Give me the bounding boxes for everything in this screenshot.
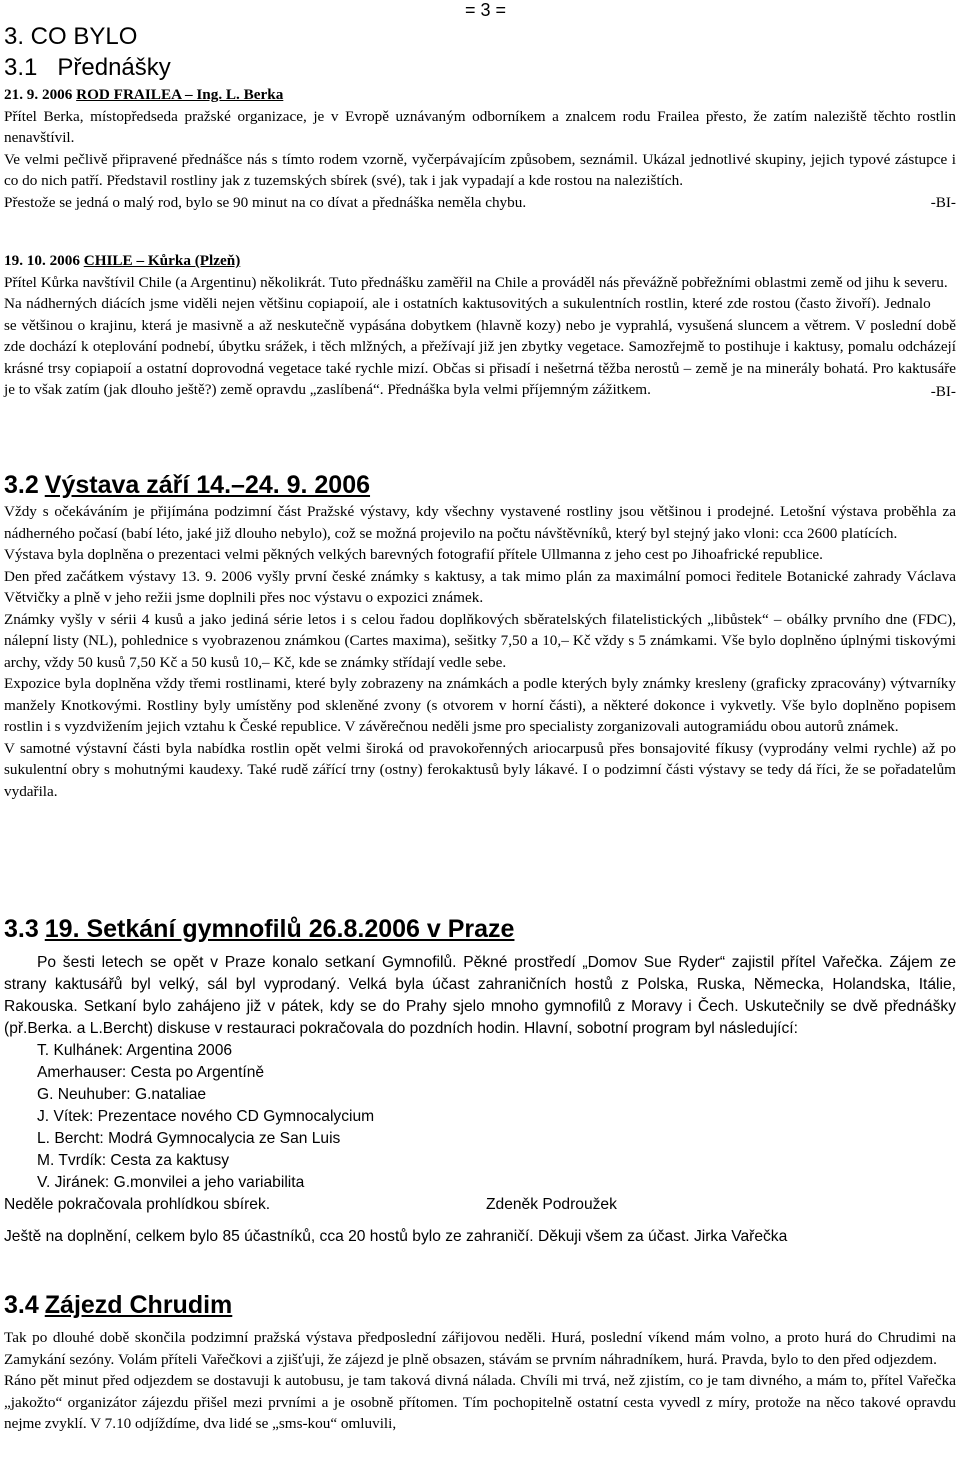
program-item: Amerhauser: Cesta po Argentíně (37, 1064, 265, 1081)
exhibition-paragraph: V samotné výstavní části byla nabídka rostlin opět velmi široká od pravokořenných ariocarpusů přes bonsajovité fíkusy (vyprodány velmi rychle) až po sukulentní obry s mohutnými kaudexy. Také rudě zářící trny (ostny) ferokaktusů byly lákavé. I o podzimní části výstavy se tedy dá říci, že se pořadatelům vydařila. (4, 739, 956, 800)
meeting-author: Zdeněk Podroužek (486, 1196, 617, 1213)
trip-paragraph: Tak po dlouhé době skončila podzimní pražská výstava předposlední zářijovou neděli. Hurá, poslední víkend mám volno, a proto hurá do Chrudimi na Zamykání sezóny. Volám příteli Vařečkovi a zjišťuji, že zájezd je plně obsazen, stávám se prvním náhradníkem, hurá. Pravda, bylo to den před odjezdem. (4, 1329, 956, 1368)
lecture-2 (4, 250, 956, 401)
section-3-4 (4, 1290, 956, 1435)
section-3-4-number: 3.4 (4, 1291, 39, 1319)
section-3-2-heading (4, 470, 956, 500)
program-item: V. Jiránek: G.monvilei a jeho variabilita (37, 1174, 305, 1191)
lecture-1-paragraph: Přítel Berka, místopředseda pražské organizace, je v Evropě uznávaným odborníkem a znalcem rodu Frailea přesto, že zatím naleziště těchto rostlin nenavštívil. (4, 107, 956, 146)
program-item: M. Tvrdík: Cesta za kaktusy (37, 1152, 230, 1169)
section-3-4-heading (4, 1290, 956, 1320)
section-3-3-number: 3.3 (4, 915, 39, 943)
lecture-2-paragraph: Přítel Kůrka navštívil Chile (a Argentinu) několikrát. Tuto přednášku zaměřil na Chile a prováděl nás převážně pobřežními oblastmi země od jihu k severu. (4, 273, 948, 291)
lecture-1-closing: Přestože se jedná o malý rod, bylo se 90 minut na co dívat a přednáška neměla chybu. (4, 193, 527, 211)
chapter-title: 3. CO BYLO (4, 23, 138, 50)
exhibition-paragraph: Expozice byla doplněna vždy třemi rostlinami, které byly zobrazeny na známkách a podle kterých byly známky kresleny (graficky zpracovány) výtvarníky manžely Knotkovými. Rostliny byly umístěny pod skleněné zvony (s otvorem v horní části), a některé dokonce i vykvetly. Vše bylo doplněno popisem rostlin i s vyzdvižením jejich vztahu k České republice. V závěrečnou neděli jsme pro specialisty zorganizovali autogramiádu obou autorů známek. (4, 675, 956, 735)
section-3-2-number: 3.2 (4, 471, 39, 499)
section-3-3-heading (4, 914, 956, 944)
lecture-2-body: Na nádherných diácích jsme viděli nejen většinu copiapoií, ale i ostatních kaktusovitých a sukulentních rostlin, které zde rostou (často živoří). Jednalo se většinou o krajinu, která je masivně a až neskutečně vypásána dobytkem (hlavně kozy) nebo je vyprahlá, vysušená sluncem a větrem. V poslední době zde dochází k oteplování podnebí, úbytku srážek, i těch mlžných, a přežívají již jen zbytky vegetace. Samozřejmě to postihuje i kaktusy, pomalu odcházejí krásné trsy copiapoií a ostatní doprovodná vegetace také rychle mizí. Občas si přisadí i nešetrná těžba nerostů – země je na minerály bohatá. Pro kaktusáře je to však zatím (jak dlouho ještě?) země opravdu „zaslíbená“. Přednáška byla velmi příjemným zážitkem. (4, 295, 956, 398)
trip-paragraph: Ráno pět minut před odjezdem se dostavuji k autobusu, je tam taková divná nálada. Chvíli mi trvá, než zjistím, co je tam divného, a mám to, přítel Vařečka „jakožto“ organizátor zájezdu přišel mezi prvními a je osobně přítomen. Tím pochopitelně ostatní cesta vyvedl z míry, protože na něco takové opravdu nejme zvyklí. V 7.10 odjíždíme, dva lidé se „sms-kou“ omluvili, (4, 1372, 956, 1432)
lecture-1-date: 21. 9. 2006 (4, 86, 77, 103)
meeting-closing-row (4, 1194, 956, 1216)
section-3-3-title: 19. Setkání gymnofilů 26.8.2006 v Praze (44, 915, 515, 943)
section-3-4-body (4, 1327, 956, 1435)
section-3-2-body (4, 501, 956, 802)
lecture-2-heading (4, 250, 956, 272)
program-item: G. Neuhuber: G.nataliae (37, 1086, 207, 1103)
meeting-closing: Neděle pokračovala prohlídkou sbírek. (4, 1196, 271, 1213)
exhibition-paragraph: Známky vyšly v sérii 4 kusů a jako jediná série letos i s celou řadou doplňkových sběratelských filatelistických „libůstek“ – obálky prvního dne (FDC), nálepní listy (NL), pohlednice s vyobrazenou známkou (Cartes maxima), sešitky 7,50 a 10,– Kč vždy s 5 známkami. Vše bylo doplněno úplnými tiskovými archy, vždy 50 kusů 7,50 Kč a 50 kusů 10,– Kč, kde se známky střídají vedle sebe. (4, 610, 956, 671)
section-3-1-title: Přednášky (57, 54, 171, 81)
meeting-intro: Po šesti letech se opět v Praze konalo setkaní Gymnofilů. Pěkné prostředí „Domov Sue Ryder“ zajistil přítel Vařečka. Zájem ze strany kaktusářů byl velký, sál byl vyprodaný. Velká byla účast zahraničních hostů z Polska, Ruska, Německa, Holandska, Itálie, Rakouska. Setkaní bylo zahájeno již v pátek, kdy se do Prahy sjelo mnoho gymnofilů z Moravy i Čech. Uskutečnily se dvě přednášky (př.Berka. a L.Bercht) diskuse v restauraci pokračovala do pozdních hodin. Hlavní, sobotní program byl následující: (4, 954, 956, 1037)
lecture-1-paragraph-last (4, 192, 956, 214)
section-3-1-number: 3.1 (4, 54, 38, 81)
lecture-1-signature: -BI- (930, 193, 956, 211)
lecture-1-paragraph: Ve velmi pečlivě připravené přednášce nás s tímto rodem vzorně, vyčerpávajícím způsobem, seznámil. Ukázal jednotlivé skupiny, jejich typové zástupce i co do nich patří. Představil rostliny jak z tuzemských sbírek (své), tak i jak vypadají a kde rostou na nalezištích. (4, 150, 956, 189)
lecture-1-title: ROD FRAILEA – Ing. L. Berka (76, 86, 284, 103)
lecture-2-date: 19. 10. 2006 (4, 252, 84, 269)
program-item: T. Kulhánek: Argentina 2006 (37, 1042, 233, 1059)
meeting-addendum: Ještě na doplnění, celkem bylo 85 účastníků, cca 20 hostů bylo ze zahraničí. Děkuji všem za účast. Jirka Vařečka (4, 1228, 788, 1245)
page-number: = 3 = (465, 0, 507, 20)
section-3-2 (4, 470, 956, 802)
lecture-1-heading (4, 84, 956, 106)
lecture-2-signature: -BI- (930, 383, 956, 400)
meeting-program (4, 1040, 956, 1194)
exhibition-paragraph: Den před začátkem výstavy 13. 9. 2006 vyšly první české známky s kaktusy, a tak mimo plán za maximální pomoci ředitele Botanické zahrady Václava Větvičky a plně v jeho režii jsme doplnili přes noc výstavu o expozici známek. (4, 567, 956, 606)
section-3-1-heading (4, 53, 171, 83)
program-item: J. Vítek: Prezentace nového CD Gymnocalycium (37, 1108, 375, 1125)
exhibition-paragraph: Výstava byla doplněna o prezentaci velmi pěkných velkých barevných fotografií přítele Ullmanna z jeho cest po Jihoafrické republice. (4, 546, 823, 563)
section-3-2-title: Výstava září 14.–24. 9. 2006 (44, 471, 371, 499)
lecture-2-title: CHILE – Kůrka (Plzeň) (83, 252, 241, 269)
lecture-1 (4, 84, 956, 213)
program-item: L. Bercht: Modrá Gymnocalycia ze San Luis (37, 1130, 341, 1147)
section-3-3 (4, 914, 956, 1248)
lecture-2-paragraph-last (4, 293, 956, 401)
section-3-4-title: Zájezd Chrudim (44, 1291, 233, 1319)
exhibition-paragraph: Vždy s očekáváním je přijímána podzimní část Pražské výstavy, kdy všechny vystavené rostliny jsou většinou i prodejné. Letošní výstava proběhla za nádherného počasí (babí léto, jaké již dlouho nebylo), což se možná projevilo na počtu návštěvníků, který byl stejný jako vloni: cca 2600 platících. (4, 503, 956, 542)
